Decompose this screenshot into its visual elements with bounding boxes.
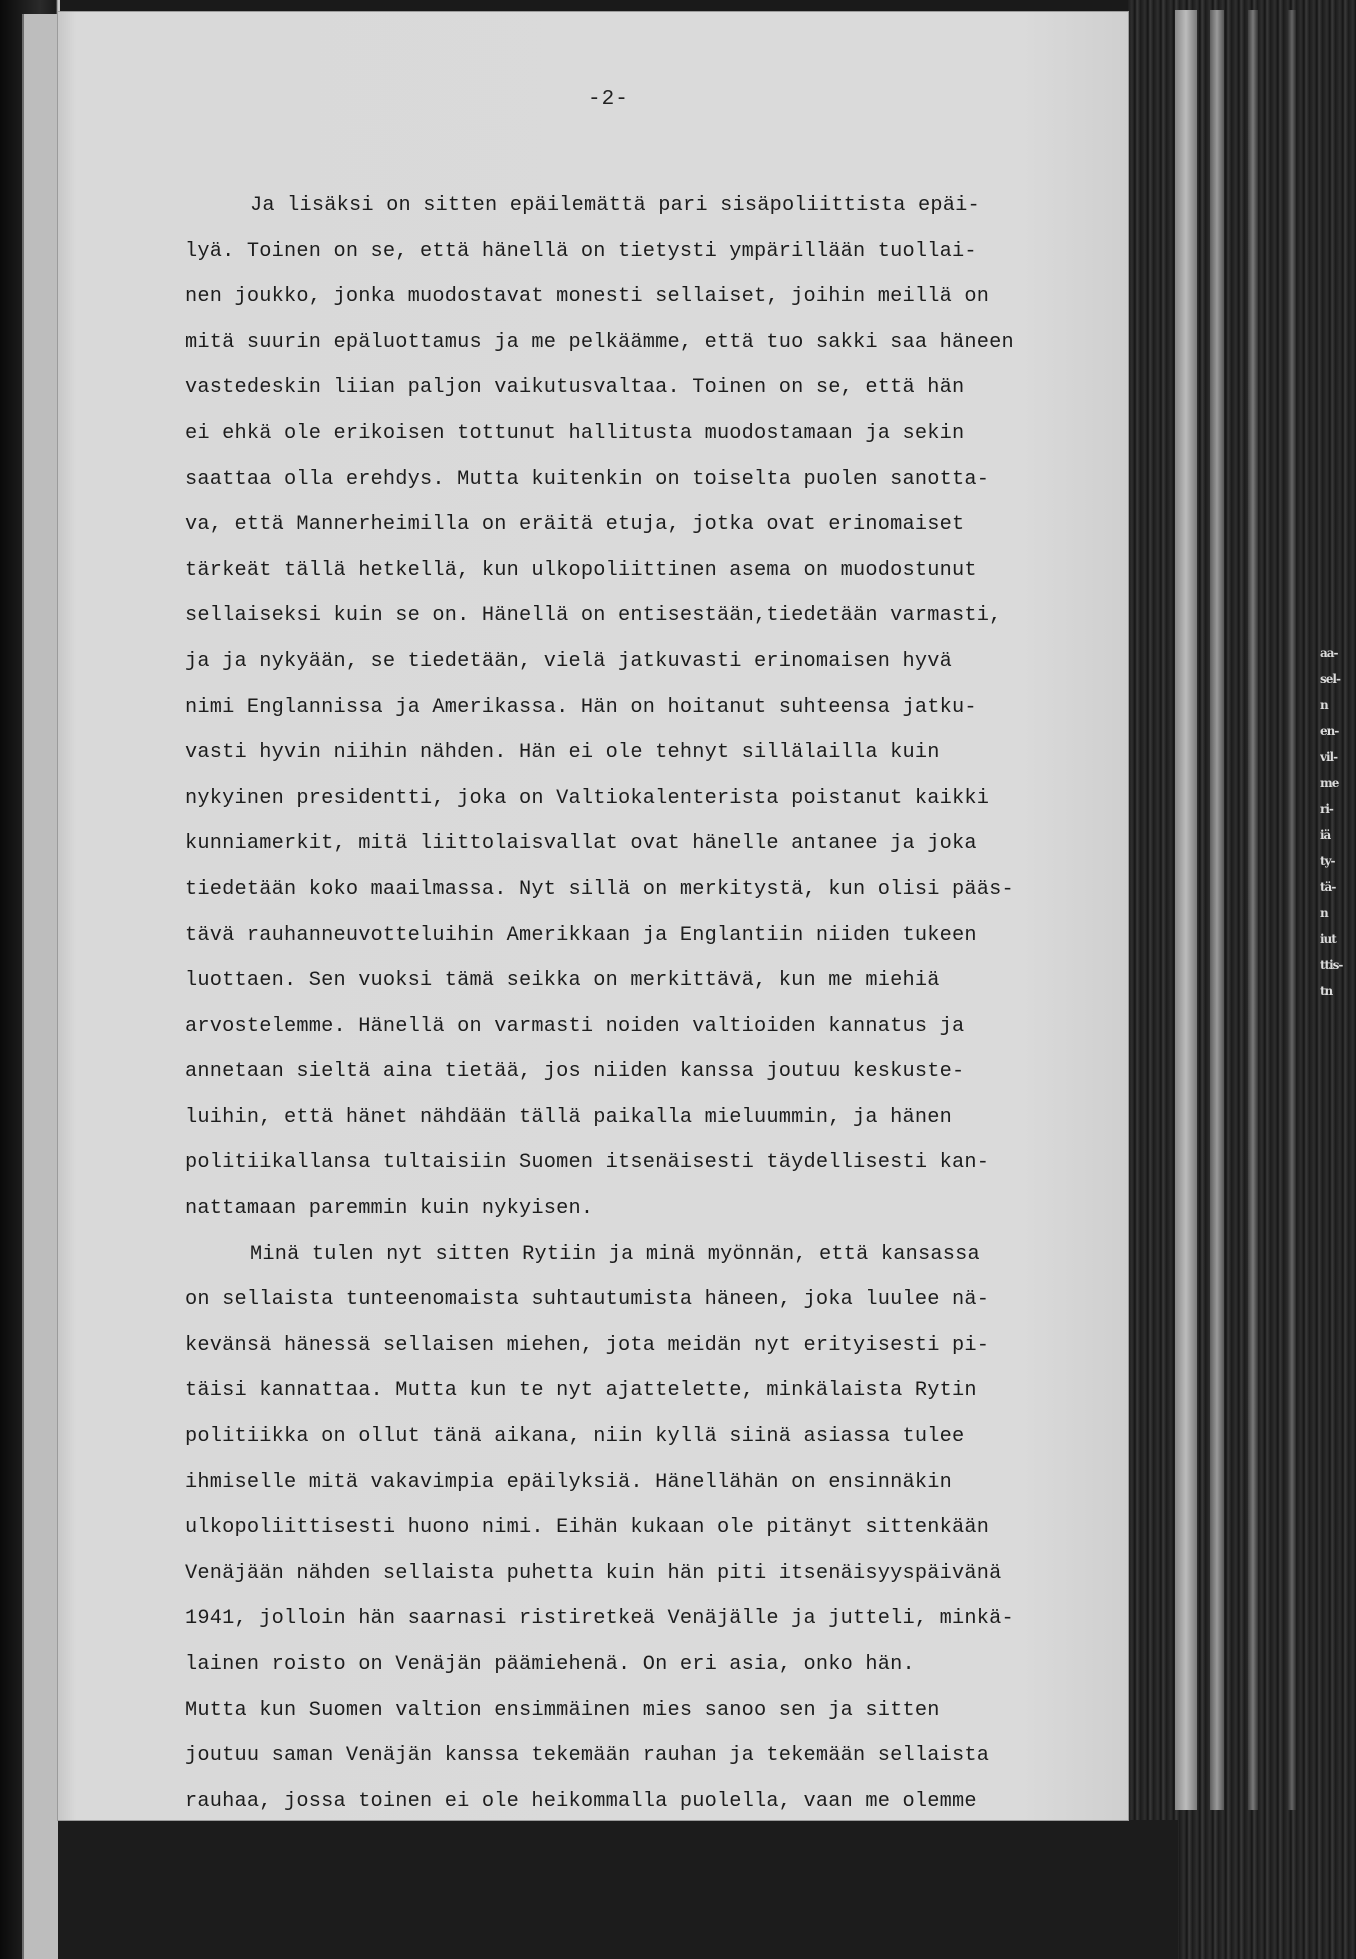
text-line: politiikka on ollut tänä aikana, niin kyllä siinä asiassa tulee — [185, 1425, 965, 1449]
text-line: arvostelemme. Hänellä on varmasti noiden valtioiden kannatus ja — [185, 1014, 965, 1038]
page-stack-edge — [1175, 10, 1197, 1810]
fragment-text: aa- — [1320, 646, 1338, 660]
page-stack-edge — [1248, 10, 1258, 1810]
adjacent-page-fragment — [1320, 640, 1356, 1540]
text-line: rauhaa, jossa toinen ei ole heikommalla puolella, vaan me olemme — [185, 1789, 977, 1813]
fragment-text: ty- — [1320, 854, 1335, 868]
page-bottom-shadow — [58, 1820, 1178, 1959]
text-line: vasti hyvin niihin nähden. Hän ei ole tehnyt sillälailla kuin — [185, 741, 940, 765]
text-line: sellaiseksi kuin se on. Hänellä on entisestään,tiedetään varmasti, — [185, 604, 1002, 628]
text-line: Ja lisäksi on sitten epäilemättä pari sisäpoliittista epäi- — [250, 194, 980, 217]
text-line: tävä rauhanneuvotteluihin Amerikkaan ja Englantiin niiden tukeen — [185, 923, 977, 947]
text-line: täisi kannattaa. Mutta kun te nyt ajattelette, minkälaista Rytin — [185, 1379, 977, 1403]
fragment-text: iut — [1320, 932, 1336, 946]
page-stack-edge — [1288, 10, 1296, 1810]
text-line: lainen roisto on Venäjän päämiehenä. On eri asia, onko hän. — [185, 1653, 915, 1676]
fragment-text: ttis- — [1320, 958, 1343, 972]
text-line: joutuu saman Venäjän kanssa tekemään rauhan ja tekemään sellaista — [185, 1744, 990, 1768]
text-line: ja ja nykyään, se tiedetään, vielä jatkuvasti erinomaisen hyvä — [185, 649, 952, 673]
fragment-text: n — [1320, 698, 1328, 712]
text-line: ulkopoliittisesti huono nimi. Eihän kukaan ole pitänyt sittenkään — [185, 1516, 990, 1540]
text-line: lyä. Toinen on se, että hänellä on tietysti ympärillään tuollai- — [185, 239, 977, 263]
text-line: nattamaan paremmin kuin nykyisen. — [185, 1197, 594, 1221]
text-line: Minä tulen nyt sitten Rytiin ja minä myönnän, että kansassa — [250, 1242, 980, 1266]
fragment-text: iä — [1320, 828, 1331, 842]
text-line: luihin, että hänet nähdään tällä paikalla mieluummin, ja hänen — [185, 1105, 952, 1129]
paragraph — [185, 183, 1060, 1232]
typewritten-text — [185, 183, 1060, 1824]
text-line: Venäjään nähden sellaista puhetta kuin hän piti itsenäisyyspäivänä — [185, 1561, 1002, 1585]
text-line: nimi Englannissa ja Amerikassa. Hän on hoitanut suhteensa jatku- — [185, 695, 977, 719]
text-line: mitä suurin epäluottamus ja me pelkäämme, että tuo sakki saa häneen — [185, 330, 1014, 354]
text-line: saattaa olla erehdys. Mutta kuitenkin on toiselta puolen sanotta- — [185, 467, 990, 491]
text-line: 1941, jolloin hän saarnasi ristiretkeä Venäjälle ja jutteli, minkä- — [185, 1607, 1014, 1631]
text-line: tärkeät tällä hetkellä, kun ulkopoliittinen asema on muodostunut — [185, 558, 977, 582]
text-line: on sellaista tunteenomaista suhtautumista häneen, joka luulee nä- — [185, 1288, 990, 1312]
text-line: vastedeskin liian paljon vaikutusvaltaa. Toinen on se, että hän — [185, 376, 965, 400]
text-line: annetaan sieltä aina tietää, jos niiden kanssa joutuu keskuste- — [185, 1060, 965, 1084]
text-line: ei ehkä ole erikoisen tottunut hallitusta muodostamaan ja sekin — [185, 421, 965, 445]
fragment-text: en- — [1320, 724, 1339, 738]
page-number: -2- — [588, 88, 629, 111]
text-line: va, että Mannerheimilla on eräitä etuja, jotka ovat erinomaiset — [185, 513, 965, 537]
text-line: Mutta kun Suomen valtion ensimmäinen mies sanoo sen ja sitten — [185, 1698, 940, 1722]
underlying-sheet — [22, 14, 62, 1959]
text-line: nen joukko, jonka muodostavat monesti sellaiset, joihin meillä on — [185, 285, 990, 309]
fragment-text: tn — [1320, 984, 1333, 998]
text-line: kunniamerkit, mitä liittolaisvallat ovat hänelle antanee ja joka — [185, 832, 977, 856]
text-line: ihmiselle mitä vakavimpia epäilyksiä. Hänellähän on ensinnäkin — [185, 1470, 952, 1494]
text-line: politiikallansa tultaisiin Suomen itsenäisesti täydellisesti kan- — [185, 1151, 990, 1175]
fragment-text: ri- — [1320, 802, 1333, 816]
fragment-text: tä- — [1320, 880, 1336, 894]
fragment-text: sel- — [1320, 672, 1340, 686]
fragment-text: me — [1320, 776, 1339, 790]
fragment-text: n — [1320, 906, 1328, 920]
text-line: kevänsä hänessä sellaisen miehen, jota meidän nyt erityisesti pi- — [185, 1333, 990, 1357]
text-line: nykyinen presidentti, joka on Valtiokalenterista poistanut kaikki — [185, 786, 990, 810]
fragment-text: vil- — [1320, 750, 1338, 764]
page-stack-edge — [1210, 10, 1224, 1810]
text-line: tiedetään koko maailmassa. Nyt sillä on merkitystä, kun olisi pääs- — [185, 877, 1014, 901]
paragraph — [185, 1232, 1060, 1825]
text-line: luottaen. Sen vuoksi tämä seikka on merkittävä, kun me miehiä — [185, 969, 940, 993]
